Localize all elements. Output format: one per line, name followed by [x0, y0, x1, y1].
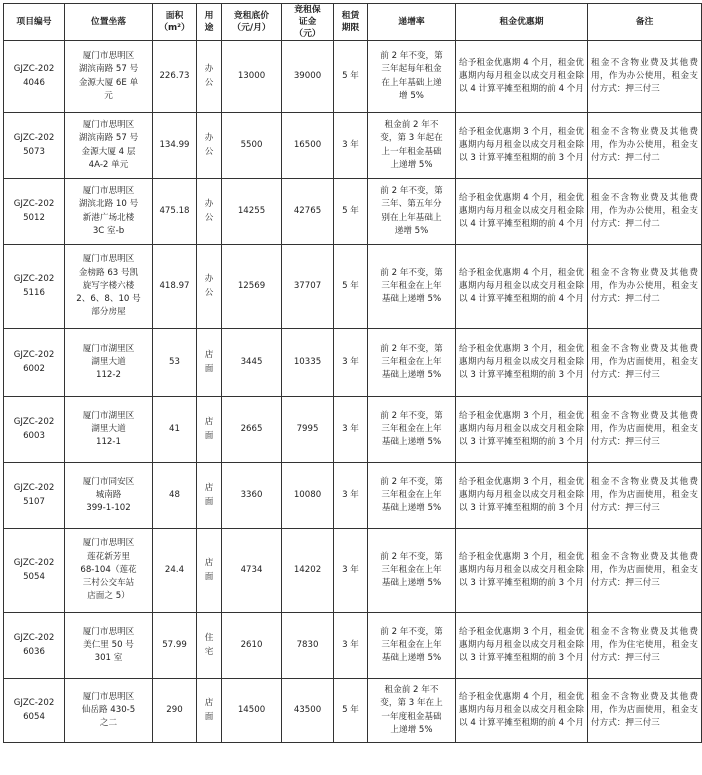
cell-term: [334, 113, 368, 179]
cell-location-text: 厦门市思明区 金榜路 63 号凯 旋写字楼六楼 2、6、8、10 号 部分房屋: [76, 254, 141, 318]
cell-area-text: 290: [166, 704, 183, 715]
cell-term-text: 3 年: [342, 639, 359, 650]
cell-code: [4, 329, 65, 397]
cell-note-text: 租金不含物业费及其他费用，作为办公使用，租金支付方式：押三付三: [591, 57, 698, 95]
cell-price: [222, 679, 282, 743]
cell-discount-text: 给予租金优惠期 3 个月，租金优惠期内每月租金以成交月租金除以 3 计算平摊至租期的前 3 个月: [459, 551, 584, 589]
cell-note-text: 租金不含物业费及其他费用，作为店面使用，租金支付方式：押三付三: [591, 691, 698, 729]
table-row: [4, 329, 702, 397]
cell-discount-text: 给予租金优惠期 4 个月，租金优惠期内每月租金以成交月租金除以 4 计算平摊至租期的前 4 个月: [459, 192, 584, 230]
cell-term: [334, 463, 368, 529]
cell-use: [197, 679, 222, 743]
cell-note: [588, 463, 702, 529]
cell-discount: [456, 113, 588, 179]
cell-note: [588, 679, 702, 743]
cell-price-text: 2665: [240, 423, 263, 434]
cell-use: [197, 245, 222, 329]
cell-increase-text: 前 2 年不变，第 三年租金在上年 基础上递增 5%: [380, 626, 443, 664]
cell-code-text: GJZC-202 5073: [13, 133, 55, 157]
cell-code: [4, 179, 65, 245]
cell-term: [334, 245, 368, 329]
cell-note: [588, 41, 702, 113]
cell-discount: [456, 245, 588, 329]
cell-term-text: 3 年: [342, 564, 359, 575]
cell-increase: [368, 113, 456, 179]
cell-code: [4, 529, 65, 613]
cell-location-text: 厦门市湖里区 湖里大道 112-2: [82, 343, 135, 381]
header-location: 位置坐落: [65, 4, 153, 41]
table-row: [4, 463, 702, 529]
cell-deposit: [282, 397, 334, 463]
cell-area: [153, 113, 197, 179]
cell-deposit: [282, 529, 334, 613]
cell-location: [65, 529, 153, 613]
cell-price: [222, 329, 282, 397]
cell-discount-text: 给予租金优惠期 3 个月，租金优惠期内每月租金以成交月租金除以 3 计算平摊至租期的前 3 个月: [459, 126, 584, 164]
cell-price: [222, 41, 282, 113]
header-price: 竞租底价 （元/月）: [222, 4, 282, 41]
cell-location-text: 厦门市同安区 城南路 399-1-102: [82, 476, 135, 514]
cell-deposit-text: 39000: [293, 70, 322, 81]
cell-term-text: 3 年: [342, 139, 359, 150]
cell-deposit-text: 37707: [293, 280, 322, 291]
cell-price-text: 13000: [237, 70, 266, 81]
header-increase: 递增率: [368, 4, 456, 41]
cell-area-text: 53: [169, 356, 180, 367]
cell-note: [588, 529, 702, 613]
header-term: 租赁 期限: [334, 4, 368, 41]
cell-price-text: 2610: [240, 639, 263, 650]
cell-discount-text: 给予租金优惠期 3 个月，租金优惠期内每月租金以成交月租金除以 3 计算平摊至租期的前 3 个月: [459, 410, 584, 448]
cell-deposit: [282, 613, 334, 679]
cell-area: [153, 679, 197, 743]
cell-increase-text: 前 2 年不变，第 三年租金在上年 基础上递增 5%: [380, 267, 443, 305]
cell-increase-text: 前 2 年不变，第 三年、第五年分 别在上年基础上 递增 5%: [380, 186, 443, 236]
cell-use-text: 店 面: [204, 483, 214, 507]
cell-term: [334, 397, 368, 463]
cell-location-text: 厦门市思明区 湖滨南路 57 号 金源大厦 6E 单 元: [78, 51, 139, 101]
cell-code: [4, 41, 65, 113]
cell-use-text: 店 面: [204, 417, 214, 441]
cell-term-text: 3 年: [342, 489, 359, 500]
cell-term-text: 5 年: [342, 704, 359, 715]
cell-location-text: 厦门市湖里区 湖里大道 112-1: [82, 410, 135, 448]
table-row: [4, 529, 702, 613]
cell-area: [153, 245, 197, 329]
cell-term: [334, 179, 368, 245]
cell-deposit-text: 10080: [293, 489, 322, 500]
cell-code-text: GJZC-202 4046: [13, 64, 55, 88]
header-note: 备注: [588, 4, 702, 41]
cell-use: [197, 529, 222, 613]
cell-use: [197, 397, 222, 463]
cell-use-text: 办 公: [204, 274, 214, 298]
cell-increase: [368, 329, 456, 397]
cell-code: [4, 613, 65, 679]
cell-increase: [368, 41, 456, 113]
cell-price: [222, 245, 282, 329]
cell-use-text: 住 宅: [204, 633, 214, 657]
cell-deposit-text: 16500: [293, 139, 322, 150]
cell-deposit: [282, 329, 334, 397]
cell-price: [222, 397, 282, 463]
cell-area: [153, 463, 197, 529]
cell-use-text: 店 面: [204, 558, 214, 582]
cell-location: [65, 679, 153, 743]
table-row: [4, 245, 702, 329]
cell-term-text: 3 年: [342, 356, 359, 367]
cell-price-text: 4734: [240, 564, 263, 575]
table-row: [4, 679, 702, 743]
cell-discount-text: 给予租金优惠期 3 个月，租金优惠期内每月租金以成交月租金除以 3 计算平摊至租期的前 3 个月: [459, 476, 584, 514]
cell-discount: [456, 397, 588, 463]
cell-area-text: 48: [169, 489, 180, 500]
cell-increase-text: 前 2 年不变，第 三年租金在上年 基础上递增 5%: [380, 551, 443, 589]
cell-use: [197, 179, 222, 245]
cell-note-text: 租金不含物业费及其他费用，作为办公使用，租金支付方式：押二付二: [591, 267, 698, 305]
cell-increase: [368, 245, 456, 329]
cell-use: [197, 329, 222, 397]
cell-term-text: 5 年: [342, 205, 359, 216]
cell-term-text: 3 年: [342, 423, 359, 434]
cell-code-text: GJZC-202 6003: [13, 417, 55, 441]
cell-discount-text: 给予租金优惠期 4 个月，租金优惠期内每月租金以成交月租金除以 4 计算平摊至租期的前 4 个月: [459, 57, 584, 95]
cell-area: [153, 41, 197, 113]
cell-increase: [368, 179, 456, 245]
cell-note: [588, 245, 702, 329]
rental-listing-table: [3, 3, 702, 743]
cell-term: [334, 679, 368, 743]
table-row: [4, 179, 702, 245]
cell-location: [65, 397, 153, 463]
cell-area: [153, 329, 197, 397]
cell-note: [588, 113, 702, 179]
cell-note-text: 租金不含物业费及其他费用，作为办公使用，租金支付方式：押二付二: [591, 192, 698, 230]
cell-area-text: 418.97: [159, 280, 190, 291]
cell-use-text: 办 公: [204, 64, 214, 88]
cell-code: [4, 679, 65, 743]
cell-increase: [368, 463, 456, 529]
cell-code-text: GJZC-202 6036: [13, 633, 55, 657]
cell-code-text: GJZC-202 6054: [13, 698, 55, 722]
cell-use-text: 办 公: [204, 133, 214, 157]
header-discount: 租金优惠期: [456, 4, 588, 41]
cell-area: [153, 529, 197, 613]
cell-code-text: GJZC-202 5054: [13, 558, 55, 582]
cell-area: [153, 613, 197, 679]
cell-code-text: GJZC-202 5012: [13, 199, 55, 223]
cell-note: [588, 179, 702, 245]
cell-use-text: 店 面: [204, 350, 214, 374]
cell-price-text: 12569: [237, 280, 266, 291]
cell-area-text: 134.99: [159, 139, 190, 150]
cell-area-text: 24.4: [164, 564, 185, 575]
cell-use: [197, 463, 222, 529]
cell-deposit: [282, 41, 334, 113]
cell-note: [588, 613, 702, 679]
cell-note: [588, 329, 702, 397]
cell-location: [65, 463, 153, 529]
cell-discount: [456, 329, 588, 397]
cell-deposit-text: 7830: [296, 639, 319, 650]
cell-increase-text: 前 2 年不变，第 三年租金在上年 基础上递增 5%: [380, 476, 443, 514]
cell-increase: [368, 529, 456, 613]
cell-location-text: 厦门市思明区 仙岳路 430-5 之二: [81, 691, 136, 729]
cell-price: [222, 113, 282, 179]
header-row: [4, 4, 702, 41]
table-row: [4, 41, 702, 113]
cell-discount-text: 给予租金优惠期 3 个月，租金优惠期内每月租金以成交月租金除以 3 计算平摊至租期的前 3 个月: [459, 343, 584, 381]
cell-term: [334, 41, 368, 113]
cell-discount-text: 给予租金优惠期 4 个月，租金优惠期内每月租金以成交月租金除以 4 计算平摊至租期的前 4 个月: [459, 691, 584, 729]
cell-code-text: GJZC-202 6002: [13, 350, 55, 374]
cell-location-text: 厦门市思明区 美仁里 50 号 301 室: [82, 626, 135, 664]
cell-use-text: 办 公: [204, 199, 214, 223]
cell-increase-text: 前 2 年不变，第 三年起每年租金 在上年基础上递 增 5%: [380, 51, 443, 101]
cell-discount-text: 给予租金优惠期 4 个月，租金优惠期内每月租金以成交月租金除以 4 计算平摊至租期的前 4 个月: [459, 267, 584, 305]
cell-location: [65, 41, 153, 113]
cell-price: [222, 179, 282, 245]
cell-deposit-text: 42765: [293, 205, 322, 216]
cell-area-text: 57.99: [162, 639, 187, 650]
cell-location-text: 厦门市思明区 湖滨北路 10 号 新港广场北楼 3C 室-b: [78, 186, 139, 236]
cell-location: [65, 329, 153, 397]
header-code: 项目编号: [4, 4, 65, 41]
cell-area-text: 226.73: [159, 70, 190, 81]
cell-discount: [456, 613, 588, 679]
cell-term-text: 5 年: [342, 70, 359, 81]
cell-discount: [456, 463, 588, 529]
cell-discount-text: 给予租金优惠期 3 个月，租金优惠期内每月租金以成交月租金除以 3 计算平摊至租期的前 3 个月: [459, 626, 584, 664]
cell-deposit-text: 43500: [293, 704, 322, 715]
cell-area: [153, 397, 197, 463]
header-use: 用 途: [197, 4, 222, 41]
cell-increase-text: 租金前 2 年不 变，第 3 年在上 一年度租金基础 上递增 5%: [380, 685, 443, 735]
cell-use: [197, 41, 222, 113]
cell-location-text: 厦门市思明区 湖滨南路 57 号 金源大厦 4 层 4A-2 单元: [78, 120, 139, 170]
cell-deposit-text: 7995: [296, 423, 319, 434]
cell-deposit: [282, 179, 334, 245]
cell-note: [588, 397, 702, 463]
cell-discount: [456, 179, 588, 245]
cell-increase-text: 租金前 2 年不 变，第 3 年起在 上一年租金基础 上递增 5%: [380, 120, 443, 170]
cell-area-text: 475.18: [159, 205, 190, 216]
cell-deposit-text: 10335: [293, 356, 322, 367]
header-deposit: 竞租保 证金 （元）: [282, 4, 334, 41]
cell-location: [65, 613, 153, 679]
cell-code-text: GJZC-202 5116: [13, 274, 55, 298]
cell-note-text: 租金不含物业费及其他费用，作为店面使用，租金支付方式：押三付三: [591, 476, 698, 514]
cell-location-text: 厦门市思明区 莲花新芳里 68-104（莲花 三村公交车站 店面之 5）: [80, 538, 137, 602]
cell-increase: [368, 613, 456, 679]
cell-price-text: 14255: [237, 205, 266, 216]
cell-term: [334, 613, 368, 679]
cell-use-text: 店 面: [204, 698, 214, 722]
cell-area: [153, 179, 197, 245]
cell-increase: [368, 397, 456, 463]
cell-term: [334, 329, 368, 397]
cell-price-text: 3445: [240, 356, 263, 367]
cell-price-text: 3360: [240, 489, 263, 500]
cell-code: [4, 245, 65, 329]
cell-location: [65, 245, 153, 329]
cell-increase: [368, 679, 456, 743]
cell-increase-text: 前 2 年不变，第 三年租金在上年 基础上递增 5%: [380, 343, 443, 381]
table-row: [4, 613, 702, 679]
cell-deposit-text: 14202: [293, 564, 322, 575]
cell-location: [65, 179, 153, 245]
cell-deposit: [282, 113, 334, 179]
cell-note-text: 租金不含物业费及其他费用，作为店面使用，租金支付方式：押三付三: [591, 410, 698, 448]
cell-price: [222, 613, 282, 679]
cell-price-text: 14500: [237, 704, 266, 715]
cell-note-text: 租金不含物业费及其他费用，作为店面使用，租金支付方式：押三付三: [591, 551, 698, 589]
cell-use: [197, 113, 222, 179]
table-row: [4, 113, 702, 179]
table-row: [4, 397, 702, 463]
cell-discount: [456, 679, 588, 743]
cell-price: [222, 529, 282, 613]
cell-deposit: [282, 679, 334, 743]
cell-note-text: 租金不含物业费及其他费用，作为店面使用，租金支付方式：押三付三: [591, 343, 698, 381]
cell-discount: [456, 529, 588, 613]
cell-deposit: [282, 245, 334, 329]
cell-code: [4, 113, 65, 179]
cell-code: [4, 463, 65, 529]
cell-term-text: 5 年: [342, 280, 359, 291]
cell-use: [197, 613, 222, 679]
cell-note-text: 租金不含物业费及其他费用，作为办公使用，租金支付方式：押二付二: [591, 126, 698, 164]
cell-area-text: 41: [169, 423, 180, 434]
cell-location: [65, 113, 153, 179]
cell-code: [4, 397, 65, 463]
cell-increase-text: 前 2 年不变，第 三年租金在上年 基础上递增 5%: [380, 410, 443, 448]
cell-code-text: GJZC-202 5107: [13, 483, 55, 507]
cell-price-text: 5500: [240, 139, 263, 150]
cell-deposit: [282, 463, 334, 529]
cell-discount: [456, 41, 588, 113]
cell-term: [334, 529, 368, 613]
header-area: 面积 （m²）: [153, 4, 197, 41]
cell-price: [222, 463, 282, 529]
cell-note-text: 租金不含物业费及其他费用，作为住宅使用，租金支付方式：押三付三: [591, 626, 698, 664]
